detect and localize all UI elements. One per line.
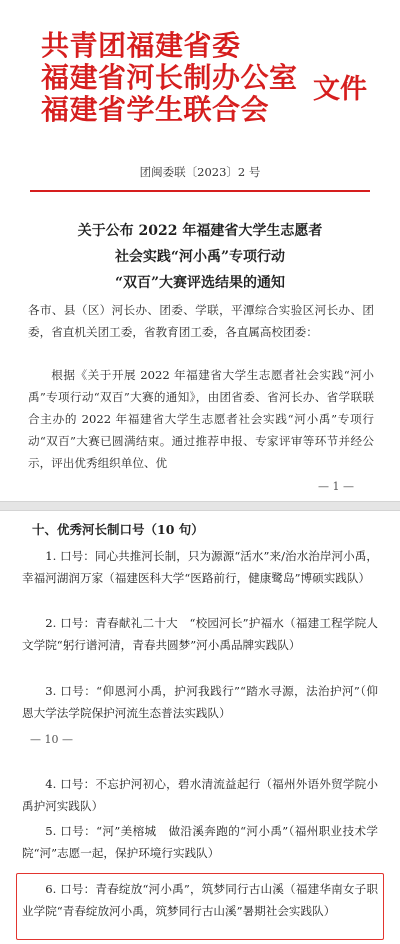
slogan-item (22, 545, 378, 589)
page-number: — 1 — (318, 480, 354, 493)
slogan-text: 3. 口号：“仰恩河小禹，护河我践行”“踏水寻源，法治护河”（仰恩大学法学院保护河流生态普法实践队） (22, 684, 378, 720)
body-paragraph: 根据《关于开展 2022 年福建省大学生志愿者社会实践“河小禹”专项行动“双百”大赛的通知》，由团省委、省河长办、省学联联合主办的 2022 年福建省大学生志愿者社会实践“河小禹”专项行动“双百”大赛已圆满结束。通过推荐申报、专家评审等环节并经公示，评出优秀组织单位、优 (28, 368, 374, 470)
slogan-text: 4. 口号：不忘护河初心，碧水清流益起行（福州外语外贸学院小禹护河实践队） (22, 777, 378, 813)
title-line-2: 社会实践“河小禹”专项行动 (114, 249, 286, 265)
masthead-line-2: 福建省河长制办公室 (41, 61, 298, 94)
slogan-item (22, 680, 378, 724)
page-number: — 10 — (30, 733, 73, 746)
title-line-3: “双百”大赛评选结果的通知 (114, 275, 286, 291)
masthead-line-3: 福建省学生联合会 (41, 93, 270, 126)
slogan-item (22, 773, 378, 817)
section-title: 十、优秀河长制口号（10 句） (32, 522, 204, 537)
title-line-1: 关于公布 2022 年福建省大学生志愿者 (77, 223, 323, 239)
slogan-text: 6. 口号：青春绽放“河小禹”，筑梦同行古山溪（福建华南女子职业学院“青春绽放河小禹，筑梦同行古山溪”暑期社会实践队） (22, 882, 378, 918)
slogan-text: 1. 口号：同心共推河长制，只为源源“活水”来/治水治岸河小禹，幸福河湖润万家（福建医科大学“医路前行，健康鹭岛”博硕实践队） (22, 549, 378, 585)
masthead-suffix: 文件 (313, 74, 367, 105)
notice-title (0, 218, 400, 296)
highlight-box (16, 873, 384, 940)
page-separator (0, 501, 400, 511)
slogan-text: 2. 口号：青春献礼二十大 “校园河长”护福水（福建工程学院人文学院“躬行谱河清，青春共圆梦”河小禹品牌实践队） (22, 616, 378, 652)
slogan-item (22, 612, 378, 656)
document-number: 团闽委联〔2023〕2 号 (139, 165, 261, 179)
slogan-text: 5. 口号：“河”美榕城 做沿溪奔跑的“河小禹”（福州职业技术学院“河”志愿一起，保护环境行实践队） (22, 824, 378, 860)
masthead (41, 29, 367, 126)
slogan-item (22, 820, 378, 864)
addressee: 各市、县（区）河长办、团委、学联，平潭综合实验区河长办、团委，省直机关团工委，省教育团工委，各直属高校团委： (28, 303, 374, 339)
masthead-line-1: 共青团福建省委 (41, 29, 241, 62)
red-divider (30, 190, 370, 192)
